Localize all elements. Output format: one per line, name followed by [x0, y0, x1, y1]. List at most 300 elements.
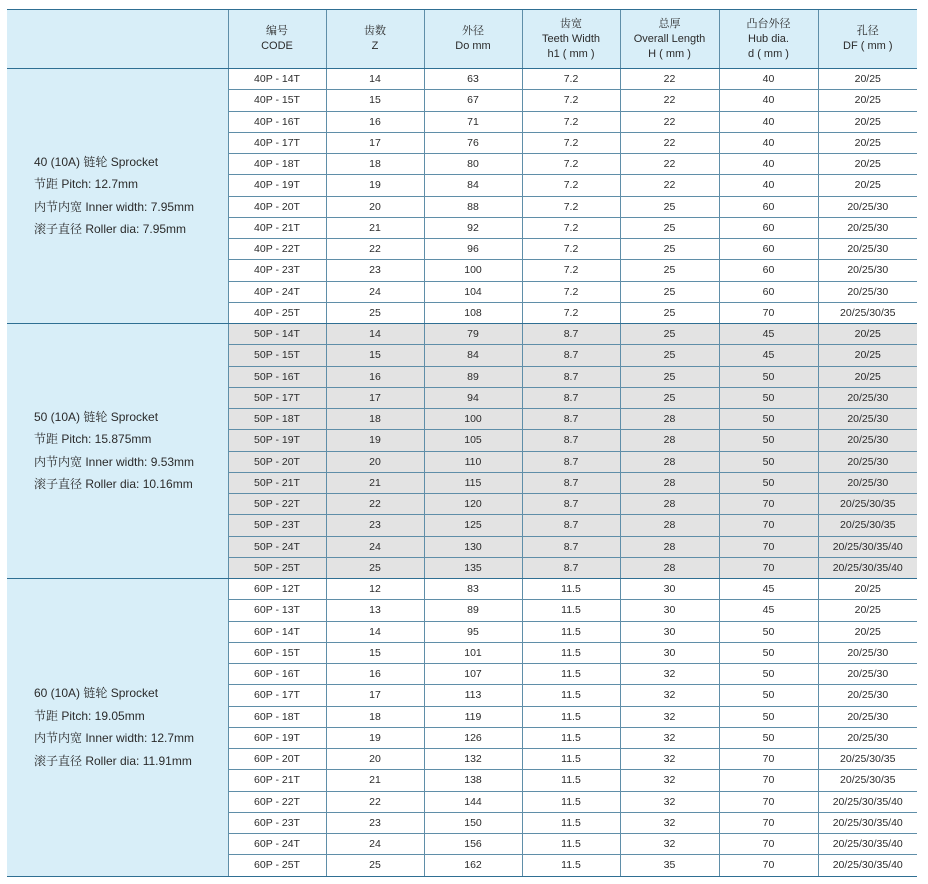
cell-teeth-count: 17 — [326, 132, 424, 153]
cell-overall-length: 32 — [620, 685, 719, 706]
cell-teeth-width: 11.5 — [522, 770, 620, 791]
cell-bore-diameter: 20/25/30/35/40 — [818, 855, 917, 876]
cell-bore-diameter: 20/25/30 — [818, 685, 917, 706]
cell-teeth-width: 8.7 — [522, 472, 620, 493]
cell-hub-diameter: 60 — [719, 217, 818, 238]
cell-overall-length: 25 — [620, 260, 719, 281]
cell-code: 60P - 18T — [228, 706, 326, 727]
cell-bore-diameter: 20/25/30 — [818, 472, 917, 493]
cell-bore-diameter: 20/25/30 — [818, 642, 917, 663]
cell-teeth-width: 11.5 — [522, 685, 620, 706]
cell-teeth-count: 25 — [326, 557, 424, 578]
cell-overall-length: 32 — [620, 664, 719, 685]
cell-code: 60P - 25T — [228, 855, 326, 876]
table-row — [7, 324, 917, 345]
cell-teeth-count: 20 — [326, 451, 424, 472]
cell-teeth-count: 17 — [326, 685, 424, 706]
cell-code: 50P - 16T — [228, 366, 326, 387]
cell-code: 40P - 21T — [228, 217, 326, 238]
group-spec-cell — [7, 579, 228, 877]
group-title: 40 (10A) 链轮 Sprocket — [34, 154, 159, 169]
cell-teeth-width: 11.5 — [522, 791, 620, 812]
cell-teeth-count: 12 — [326, 579, 424, 600]
cell-outer-diameter: 162 — [424, 855, 522, 876]
cell-overall-length: 22 — [620, 111, 719, 132]
cell-code: 40P - 16T — [228, 111, 326, 132]
cell-hub-diameter: 50 — [719, 642, 818, 663]
cell-hub-diameter: 60 — [719, 260, 818, 281]
sprocket-group-0 — [7, 69, 917, 324]
header-teeth-width-unit: h1 ( mm ) — [547, 47, 595, 60]
header-outer-diameter-cn: 外径 — [462, 25, 484, 37]
cell-bore-diameter: 20/25/30 — [818, 387, 917, 408]
cell-code: 50P - 25T — [228, 557, 326, 578]
cell-bore-diameter: 20/25/30 — [818, 664, 917, 685]
cell-hub-diameter: 60 — [719, 281, 818, 302]
group-spec-line: 内节内宽 Inner width: 12.7mm — [34, 731, 195, 745]
cell-outer-diameter: 110 — [424, 451, 522, 472]
cell-teeth-width: 8.7 — [522, 451, 620, 472]
cell-code: 50P - 14T — [228, 324, 326, 345]
cell-bore-diameter: 20/25/30/35/40 — [818, 834, 917, 855]
cell-teeth-width: 11.5 — [522, 600, 620, 621]
header-teeth-count-cn: 齿数 — [364, 25, 386, 37]
cell-overall-length: 25 — [620, 324, 719, 345]
cell-bore-diameter: 20/25/30 — [818, 706, 917, 727]
cell-bore-diameter: 20/25 — [818, 621, 917, 642]
header-bore-diameter-en: DF ( mm ) — [843, 40, 893, 52]
cell-hub-diameter: 70 — [719, 834, 818, 855]
cell-hub-diameter: 50 — [719, 621, 818, 642]
group-title: 50 (10A) 链轮 Sprocket — [34, 409, 159, 424]
cell-teeth-count: 25 — [326, 855, 424, 876]
cell-teeth-count: 17 — [326, 387, 424, 408]
cell-outer-diameter: 135 — [424, 557, 522, 578]
cell-code: 50P - 17T — [228, 387, 326, 408]
cell-teeth-count: 23 — [326, 260, 424, 281]
cell-teeth-count: 25 — [326, 302, 424, 323]
cell-hub-diameter: 50 — [719, 664, 818, 685]
cell-teeth-width: 7.2 — [522, 302, 620, 323]
cell-overall-length: 28 — [620, 451, 719, 472]
cell-hub-diameter: 45 — [719, 324, 818, 345]
cell-overall-length: 25 — [620, 366, 719, 387]
cell-bore-diameter: 20/25/30/35 — [818, 494, 917, 515]
header-hub-diameter-unit: d ( mm ) — [748, 47, 789, 60]
cell-code: 60P - 14T — [228, 621, 326, 642]
cell-teeth-width: 7.2 — [522, 111, 620, 132]
cell-bore-diameter: 20/25/30/35 — [818, 770, 917, 791]
group-spec-line: 滚子直径 Roller dia: 10.16mm — [34, 477, 193, 492]
sprocket-group-2 — [7, 579, 917, 877]
cell-bore-diameter: 20/25/30 — [818, 260, 917, 281]
cell-outer-diameter: 83 — [424, 579, 522, 600]
cell-hub-diameter: 40 — [719, 132, 818, 153]
cell-overall-length: 22 — [620, 154, 719, 175]
cell-teeth-count: 18 — [326, 706, 424, 727]
cell-overall-length: 28 — [620, 494, 719, 515]
cell-hub-diameter: 45 — [719, 600, 818, 621]
cell-overall-length: 30 — [620, 579, 719, 600]
cell-teeth-count: 22 — [326, 239, 424, 260]
cell-code: 50P - 19T — [228, 430, 326, 451]
cell-code: 60P - 19T — [228, 727, 326, 748]
cell-bore-diameter: 20/25/30/35/40 — [818, 557, 917, 578]
cell-outer-diameter: 89 — [424, 600, 522, 621]
cell-code: 60P - 21T — [228, 770, 326, 791]
cell-hub-diameter: 45 — [719, 345, 818, 366]
sprocket-spec-sheet — [7, 9, 917, 877]
cell-overall-length: 22 — [620, 175, 719, 196]
cell-overall-length: 22 — [620, 69, 719, 90]
cell-teeth-count: 21 — [326, 472, 424, 493]
cell-teeth-count: 20 — [326, 749, 424, 770]
cell-hub-diameter: 40 — [719, 111, 818, 132]
cell-teeth-count: 15 — [326, 642, 424, 663]
cell-teeth-count: 19 — [326, 175, 424, 196]
cell-teeth-width: 7.2 — [522, 281, 620, 302]
cell-hub-diameter: 50 — [719, 472, 818, 493]
cell-code: 40P - 14T — [228, 69, 326, 90]
cell-code: 50P - 15T — [228, 345, 326, 366]
cell-code: 40P - 19T — [228, 175, 326, 196]
cell-hub-diameter: 70 — [719, 749, 818, 770]
cell-teeth-width: 11.5 — [522, 579, 620, 600]
cell-bore-diameter: 20/25 — [818, 132, 917, 153]
cell-teeth-width: 11.5 — [522, 706, 620, 727]
cell-bore-diameter: 20/25/30/35/40 — [818, 812, 917, 833]
cell-hub-diameter: 50 — [719, 685, 818, 706]
group-spec-cell — [7, 324, 228, 579]
cell-outer-diameter: 92 — [424, 217, 522, 238]
cell-bore-diameter: 20/25/30 — [818, 217, 917, 238]
cell-outer-diameter: 80 — [424, 154, 522, 175]
cell-teeth-width: 11.5 — [522, 812, 620, 833]
cell-teeth-count: 16 — [326, 111, 424, 132]
group-spec-cell — [7, 69, 228, 324]
cell-overall-length: 32 — [620, 727, 719, 748]
cell-bore-diameter: 20/25 — [818, 154, 917, 175]
cell-bore-diameter: 20/25 — [818, 345, 917, 366]
cell-teeth-width: 8.7 — [522, 324, 620, 345]
cell-hub-diameter: 50 — [719, 409, 818, 430]
cell-hub-diameter: 40 — [719, 90, 818, 111]
cell-teeth-count: 18 — [326, 409, 424, 430]
cell-hub-diameter: 70 — [719, 536, 818, 557]
cell-code: 60P - 23T — [228, 812, 326, 833]
cell-overall-length: 25 — [620, 239, 719, 260]
cell-teeth-count: 24 — [326, 834, 424, 855]
cell-outer-diameter: 101 — [424, 642, 522, 663]
cell-bore-diameter: 20/25/30 — [818, 727, 917, 748]
cell-hub-diameter: 70 — [719, 494, 818, 515]
cell-bore-diameter: 20/25/30/35/40 — [818, 536, 917, 557]
group-spec-line: 内节内宽 Inner width: 7.95mm — [34, 199, 195, 214]
cell-hub-diameter: 70 — [719, 855, 818, 876]
cell-bore-diameter: 20/25/30 — [818, 239, 917, 260]
header-overall-length-unit: H ( mm ) — [648, 47, 691, 60]
cell-outer-diameter: 105 — [424, 430, 522, 451]
cell-outer-diameter: 84 — [424, 345, 522, 366]
header-overall-length-cn: 总厚 — [658, 17, 681, 30]
cell-hub-diameter: 50 — [719, 727, 818, 748]
cell-bore-diameter: 20/25/30/35 — [818, 515, 917, 536]
cell-overall-length: 25 — [620, 196, 719, 217]
cell-code: 40P - 23T — [228, 260, 326, 281]
cell-teeth-count: 14 — [326, 69, 424, 90]
header-outer-diameter-en: Do mm — [455, 40, 491, 52]
cell-overall-length: 28 — [620, 536, 719, 557]
cell-bore-diameter: 20/25/30/35/40 — [818, 791, 917, 812]
cell-code: 40P - 22T — [228, 239, 326, 260]
cell-overall-length: 22 — [620, 90, 719, 111]
cell-teeth-width: 8.7 — [522, 494, 620, 515]
cell-teeth-width: 11.5 — [522, 834, 620, 855]
cell-bore-diameter: 20/25/30/35 — [818, 302, 917, 323]
header-outer-diameter — [424, 10, 522, 69]
cell-code: 40P - 25T — [228, 302, 326, 323]
cell-outer-diameter: 96 — [424, 239, 522, 260]
cell-teeth-width: 7.2 — [522, 132, 620, 153]
header-hub-diameter — [719, 10, 818, 69]
cell-outer-diameter: 125 — [424, 515, 522, 536]
cell-code: 50P - 23T — [228, 515, 326, 536]
cell-bore-diameter: 20/25/30 — [818, 196, 917, 217]
cell-outer-diameter: 84 — [424, 175, 522, 196]
cell-teeth-width: 11.5 — [522, 664, 620, 685]
cell-bore-diameter: 20/25/30 — [818, 451, 917, 472]
cell-bore-diameter: 20/25 — [818, 69, 917, 90]
cell-teeth-width: 7.2 — [522, 154, 620, 175]
cell-bore-diameter: 20/25/30 — [818, 409, 917, 430]
header-overall-length-en: Overall Length — [633, 32, 706, 45]
cell-hub-diameter: 70 — [719, 557, 818, 578]
header-code-en: CODE — [261, 40, 293, 52]
cell-teeth-width: 8.7 — [522, 345, 620, 366]
cell-teeth-width: 8.7 — [522, 430, 620, 451]
cell-overall-length: 32 — [620, 770, 719, 791]
group-spec-line: 节距 Pitch: 15.875mm — [34, 432, 152, 447]
cell-code: 40P - 15T — [228, 90, 326, 111]
cell-overall-length: 32 — [620, 749, 719, 770]
cell-hub-diameter: 60 — [719, 196, 818, 217]
cell-code: 60P - 13T — [228, 600, 326, 621]
cell-outer-diameter: 71 — [424, 111, 522, 132]
cell-overall-length: 25 — [620, 387, 719, 408]
cell-teeth-count: 23 — [326, 812, 424, 833]
cell-teeth-width: 8.7 — [522, 557, 620, 578]
cell-outer-diameter: 100 — [424, 260, 522, 281]
header-bore-diameter-cn: 孔径 — [856, 25, 879, 37]
cell-code: 50P - 18T — [228, 409, 326, 430]
cell-teeth-count: 14 — [326, 324, 424, 345]
cell-overall-length: 32 — [620, 834, 719, 855]
cell-bore-diameter: 20/25 — [818, 90, 917, 111]
cell-outer-diameter: 120 — [424, 494, 522, 515]
cell-hub-diameter: 50 — [719, 706, 818, 727]
cell-teeth-width: 8.7 — [522, 366, 620, 387]
cell-teeth-width: 7.2 — [522, 175, 620, 196]
cell-outer-diameter: 67 — [424, 90, 522, 111]
cell-outer-diameter: 126 — [424, 727, 522, 748]
cell-outer-diameter: 100 — [424, 409, 522, 430]
header-teeth-width-en: Teeth Width — [541, 32, 601, 45]
cell-bore-diameter: 20/25/30 — [818, 281, 917, 302]
cell-outer-diameter: 76 — [424, 132, 522, 153]
cell-overall-length: 25 — [620, 345, 719, 366]
cell-overall-length: 32 — [620, 791, 719, 812]
header-overall-length — [620, 10, 719, 69]
header-hub-diameter-en: Hub dia. — [748, 32, 789, 45]
cell-hub-diameter: 40 — [719, 175, 818, 196]
cell-bore-diameter: 20/25 — [818, 600, 917, 621]
group-spec-line: 节距 Pitch: 12.7mm — [34, 177, 139, 192]
cell-teeth-width: 11.5 — [522, 642, 620, 663]
cell-overall-length: 28 — [620, 557, 719, 578]
header-bore-diameter — [818, 10, 917, 69]
cell-teeth-count: 22 — [326, 494, 424, 515]
header-code-cn: 编号 — [266, 25, 288, 37]
cell-code: 60P - 24T — [228, 834, 326, 855]
cell-code: 50P - 20T — [228, 451, 326, 472]
cell-hub-diameter: 70 — [719, 791, 818, 812]
cell-teeth-count: 13 — [326, 600, 424, 621]
cell-hub-diameter: 50 — [719, 451, 818, 472]
cell-code: 40P - 24T — [228, 281, 326, 302]
cell-code: 60P - 15T — [228, 642, 326, 663]
cell-overall-length: 22 — [620, 132, 719, 153]
cell-outer-diameter: 104 — [424, 281, 522, 302]
cell-teeth-count: 24 — [326, 536, 424, 557]
cell-bore-diameter: 20/25 — [818, 111, 917, 132]
cell-overall-length: 30 — [620, 600, 719, 621]
header-code — [228, 10, 326, 69]
group-spec-line: 滚子直径 Roller dia: 7.95mm — [34, 222, 187, 237]
cell-outer-diameter: 138 — [424, 770, 522, 791]
header-row — [7, 10, 917, 69]
cell-code: 60P - 17T — [228, 685, 326, 706]
sprocket-spec-table — [7, 9, 917, 877]
table-header — [7, 10, 917, 69]
cell-teeth-width: 11.5 — [522, 727, 620, 748]
group-spec-line: 滚子直径 Roller dia: 11.91mm — [34, 753, 192, 768]
cell-hub-diameter: 50 — [719, 366, 818, 387]
cell-outer-diameter: 95 — [424, 621, 522, 642]
cell-outer-diameter: 108 — [424, 302, 522, 323]
cell-code: 40P - 20T — [228, 196, 326, 217]
cell-outer-diameter: 132 — [424, 749, 522, 770]
cell-overall-length: 32 — [620, 706, 719, 727]
cell-hub-diameter: 70 — [719, 770, 818, 791]
cell-teeth-width: 8.7 — [522, 536, 620, 557]
cell-teeth-width: 8.7 — [522, 387, 620, 408]
cell-code: 50P - 21T — [228, 472, 326, 493]
cell-overall-length: 30 — [620, 642, 719, 663]
cell-teeth-count: 19 — [326, 430, 424, 451]
cell-outer-diameter: 156 — [424, 834, 522, 855]
cell-outer-diameter: 150 — [424, 812, 522, 833]
cell-teeth-count: 18 — [326, 154, 424, 175]
group-spec-line: 内节内宽 Inner width: 9.53mm — [34, 454, 195, 469]
cell-teeth-count: 15 — [326, 90, 424, 111]
cell-outer-diameter: 130 — [424, 536, 522, 557]
cell-overall-length: 28 — [620, 515, 719, 536]
cell-code: 60P - 16T — [228, 664, 326, 685]
cell-outer-diameter: 63 — [424, 69, 522, 90]
cell-overall-length: 25 — [620, 217, 719, 238]
header-teeth-count-en: Z — [371, 40, 379, 52]
cell-outer-diameter: 79 — [424, 324, 522, 345]
cell-teeth-width: 8.7 — [522, 409, 620, 430]
header-hub-diameter-cn: 凸台外径 — [746, 17, 791, 30]
cell-teeth-width: 7.2 — [522, 90, 620, 111]
cell-code: 40P - 17T — [228, 132, 326, 153]
cell-code: 60P - 22T — [228, 791, 326, 812]
cell-teeth-count: 19 — [326, 727, 424, 748]
cell-bore-diameter: 20/25 — [818, 579, 917, 600]
cell-overall-length: 32 — [620, 812, 719, 833]
cell-bore-diameter: 20/25 — [818, 324, 917, 345]
cell-outer-diameter: 144 — [424, 791, 522, 812]
cell-overall-length: 28 — [620, 430, 719, 451]
cell-overall-length: 28 — [620, 472, 719, 493]
cell-code: 60P - 20T — [228, 749, 326, 770]
cell-code: 50P - 22T — [228, 494, 326, 515]
cell-teeth-count: 16 — [326, 664, 424, 685]
cell-teeth-count: 14 — [326, 621, 424, 642]
cell-teeth-count: 20 — [326, 196, 424, 217]
cell-teeth-count: 21 — [326, 217, 424, 238]
cell-teeth-count: 24 — [326, 281, 424, 302]
sprocket-group-1 — [7, 324, 917, 579]
cell-teeth-count: 21 — [326, 770, 424, 791]
cell-hub-diameter: 70 — [719, 812, 818, 833]
table-row — [7, 579, 917, 600]
cell-overall-length: 25 — [620, 281, 719, 302]
cell-teeth-count: 23 — [326, 515, 424, 536]
cell-hub-diameter: 40 — [719, 69, 818, 90]
cell-outer-diameter: 89 — [424, 366, 522, 387]
cell-overall-length: 28 — [620, 409, 719, 430]
cell-teeth-width: 11.5 — [522, 621, 620, 642]
group-title: 60 (10A) 链轮 Sprocket — [34, 686, 159, 700]
cell-overall-length: 35 — [620, 855, 719, 876]
header-teeth-width — [522, 10, 620, 69]
header-teeth-width-cn: 齿宽 — [560, 17, 582, 30]
cell-hub-diameter: 50 — [719, 430, 818, 451]
header-blank-cell — [7, 10, 228, 69]
cell-bore-diameter: 20/25 — [818, 366, 917, 387]
table-row — [7, 69, 917, 90]
cell-code: 40P - 18T — [228, 154, 326, 175]
cell-overall-length: 25 — [620, 302, 719, 323]
cell-bore-diameter: 20/25/30 — [818, 430, 917, 451]
cell-hub-diameter: 70 — [719, 302, 818, 323]
cell-teeth-count: 16 — [326, 366, 424, 387]
cell-outer-diameter: 115 — [424, 472, 522, 493]
cell-hub-diameter: 40 — [719, 154, 818, 175]
cell-teeth-width: 7.2 — [522, 196, 620, 217]
cell-teeth-count: 15 — [326, 345, 424, 366]
cell-outer-diameter: 113 — [424, 685, 522, 706]
cell-teeth-width: 7.2 — [522, 260, 620, 281]
cell-hub-diameter: 60 — [719, 239, 818, 260]
cell-hub-diameter: 50 — [719, 387, 818, 408]
header-teeth-count — [326, 10, 424, 69]
cell-outer-diameter: 119 — [424, 706, 522, 727]
cell-hub-diameter: 45 — [719, 579, 818, 600]
cell-code: 50P - 24T — [228, 536, 326, 557]
